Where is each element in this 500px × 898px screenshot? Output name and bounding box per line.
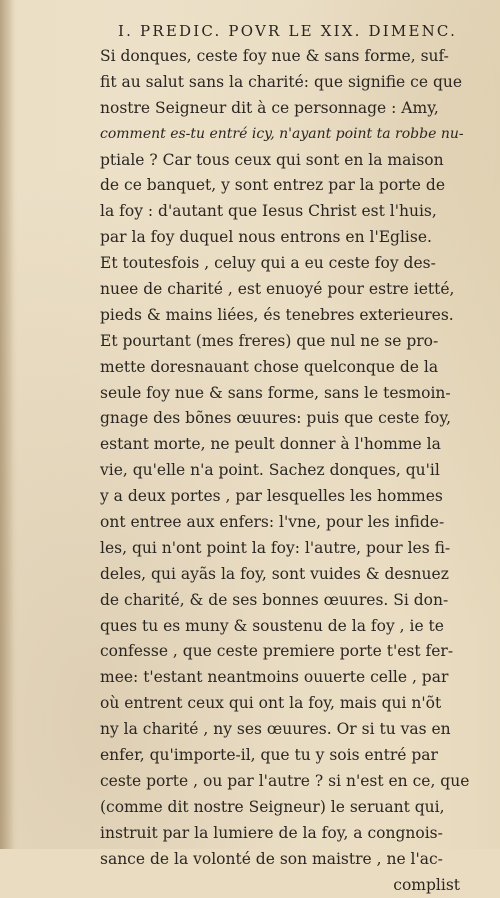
text-line: mette doresnauant chose quelconque de la: [100, 355, 490, 381]
text-line: (comme dit nostre Seigneur) le seruant qui,: [100, 795, 490, 821]
text-line: estant morte, ne peult donner à l'homme la: [100, 432, 490, 458]
text-line: où entrent ceux qui ont la foy, mais qui n'õt: [100, 691, 490, 717]
body-text: [100, 44, 490, 898]
text-line: vie, qu'elle n'a point. Sachez donques, qu'il: [100, 458, 490, 484]
text-line: seule foy nue & sans forme, sans le tesmoin-: [100, 381, 490, 407]
text-line: enfer, qu'importe-il, que tu y sois entré par: [100, 743, 490, 769]
text-line: ptiale ? Car tous ceux qui sont en la maison: [100, 148, 490, 174]
text-line: ceste porte , ou par l'autre ? si n'est en ce, que: [100, 769, 490, 795]
text-line: nostre Seigneur dit à ce personnage : Amy,: [100, 96, 490, 122]
text-line: Et pourtant (mes freres) que nul ne se pro-: [100, 329, 490, 355]
text-line: la foy : d'autant que Iesus Christ est l'huis,: [100, 199, 490, 225]
text-line: instruit par la lumiere de la foy, a congnois-: [100, 821, 490, 847]
text-line: gnage des bõnes œuures: puis que ceste foy,: [100, 406, 490, 432]
catchword: complist: [100, 873, 490, 898]
text-line: ny la charité , ny ses œuures. Or si tu vas en: [100, 717, 490, 743]
text-line: sance de la volonté de son maistre , ne l'ac-: [100, 847, 490, 873]
text-line: fit au salut sans la charité: que signifie ce que: [100, 70, 490, 96]
text-line: confesse , que ceste premiere porte t'est fer-: [100, 639, 490, 665]
text-line: Et toutesfois , celuy qui a eu ceste foy des-: [100, 251, 490, 277]
text-line: deles, qui ayãs la foy, sont vuides & desnuez: [100, 562, 490, 588]
text-line: de charité, & de ses bonnes œuures. Si don-: [100, 588, 490, 614]
text-line: ques tu es muny & soustenu de la foy , ie te: [100, 614, 490, 640]
running-head: I. PREDIC. POVR LE XIX. DIMENC.: [118, 22, 488, 40]
spine-shadow: [0, 0, 14, 849]
text-line: les, qui n'ont point la foy: l'autre, pour les fi-: [100, 536, 490, 562]
text-line: Si donques, ceste foy nue & sans forme, suf-: [100, 44, 490, 70]
text-line: y a deux portes , par lesquelles les hommes: [100, 484, 490, 510]
text-line: mee: t'estant neantmoins ouuerte celle , par: [100, 665, 490, 691]
text-line: nuee de charité , est enuoyé pour estre ietté,: [100, 277, 490, 303]
text-line: de ce banquet, y sont entrez par la porte de: [100, 173, 490, 199]
text-line: ont entree aux enfers: l'vne, pour les infide-: [100, 510, 490, 536]
text-line: comment es-tu entré icy, n'ayant point ta robbe nu-: [100, 122, 490, 148]
text-line: par la foy duquel nous entrons en l'Eglise.: [100, 225, 490, 251]
text-line: pieds & mains liées, és tenebres exterieures.: [100, 303, 490, 329]
